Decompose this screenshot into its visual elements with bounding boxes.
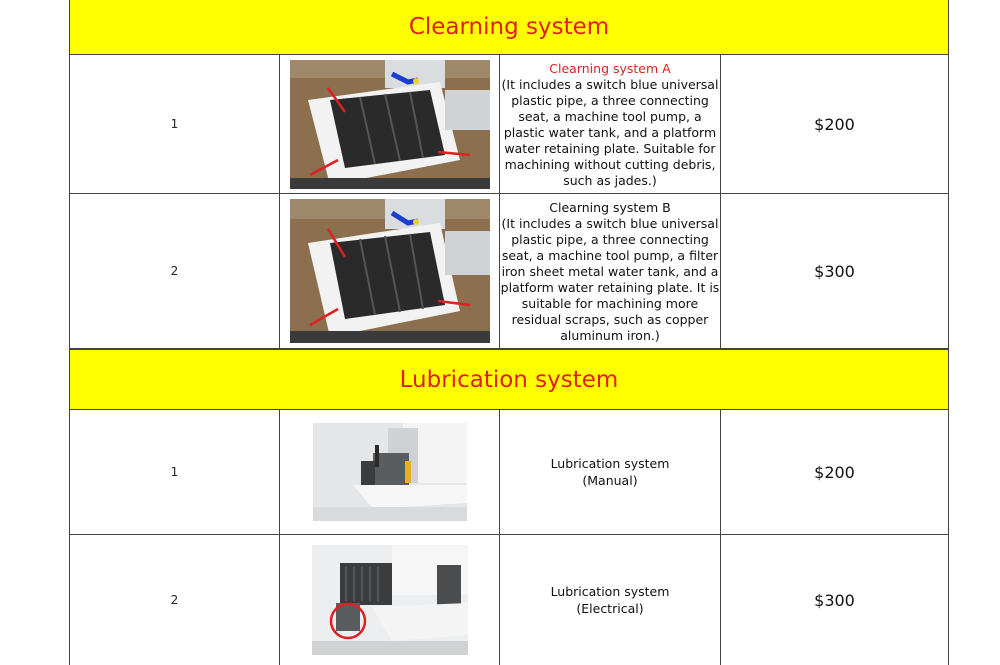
price: $300 [720, 194, 949, 348]
product-name: Lubrication system [550, 456, 670, 471]
product-description [499, 194, 720, 348]
table-row [69, 410, 949, 535]
row-index: 1 [69, 410, 279, 534]
product-description [499, 535, 720, 665]
product-name: Lubrication system [550, 584, 670, 599]
product-details: (It includes a switch blue universal plastic pipe, a three connecting seat, a machine tool pump, a filter iron sheet metal water tank, and a platform water retaining plate. It is suitable for machining more residual scraps, such as copper aluminum iron.) [500, 215, 720, 343]
product-variant: (Manual) [582, 473, 638, 488]
table-row [69, 194, 949, 349]
product-image-cell [279, 410, 499, 534]
section-title: Clearning system [408, 14, 610, 40]
price: $300 [720, 535, 949, 665]
section-header-lubrication [69, 349, 949, 410]
section-header-cleaning [69, 0, 949, 55]
section-title: Lubrication system [399, 366, 619, 393]
product-name: Clearning system B [549, 199, 671, 215]
cleaning-tank-photo [290, 60, 490, 189]
row-index: 2 [69, 194, 279, 348]
table-row [69, 55, 949, 194]
product-description [499, 55, 720, 193]
cleaning-tank-photo [290, 199, 490, 343]
product-image-cell [279, 55, 499, 193]
product-variant: (Electrical) [576, 601, 644, 616]
product-image-cell [279, 194, 499, 348]
price: $200 [720, 410, 949, 534]
product-name: Clearning system A [549, 60, 671, 76]
price: $200 [720, 55, 949, 193]
product-image-cell [279, 535, 499, 665]
table-row [69, 535, 949, 665]
manual-lubrication-pump-photo [313, 423, 467, 521]
row-index: 1 [69, 55, 279, 193]
product-description [499, 410, 720, 534]
row-index: 2 [69, 535, 279, 665]
electrical-lubrication-pump-photo [312, 545, 468, 655]
product-details: (It includes a switch blue universal plastic pipe, a three connecting seat, a machine tool pump, a plastic water tank, and a platform water retaining plate. Suitable for machining without cutting debris, such as jades.) [501, 76, 719, 188]
